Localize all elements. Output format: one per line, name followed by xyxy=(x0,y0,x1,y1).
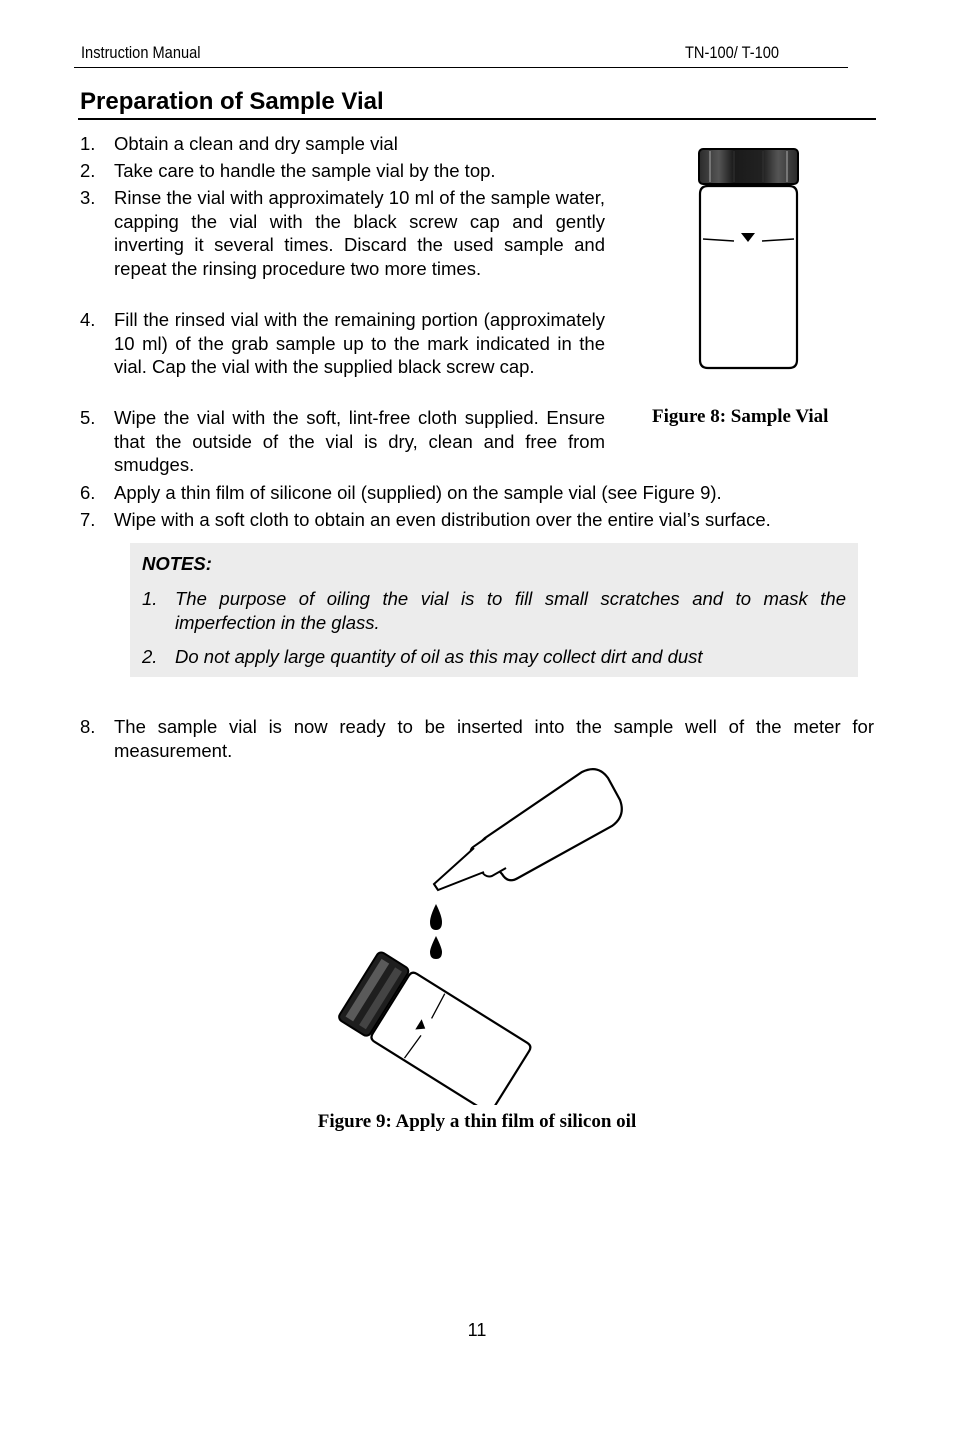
oil-bottle xyxy=(434,769,622,890)
step-number: 7. xyxy=(80,509,96,530)
step-number: 6. xyxy=(80,482,96,503)
step-number: 3. xyxy=(80,187,96,208)
note-text: The purpose of oiling the vial is to fill small scratches and to mask the imperfection in the glass. xyxy=(175,588,846,633)
step-text: The sample vial is now ready to be inserted into the sample well of the meter for measurement. xyxy=(114,716,874,761)
step-number: 2. xyxy=(80,160,96,181)
note-number: 2. xyxy=(142,646,158,667)
page-header xyxy=(74,40,848,68)
step-number: 5. xyxy=(80,407,96,428)
title-underline xyxy=(78,118,876,120)
sample-vial-illustration xyxy=(690,146,806,374)
step-text: Wipe the vial with the soft, lint-free cloth supplied. Ensure that the outside of the vial is dry, clean and free from smudges. xyxy=(114,407,605,475)
step-text: Apply a thin film of silicone oil (supplied) on the sample vial (see Figure 9). xyxy=(114,482,722,503)
header-manual-title: Instruction Manual xyxy=(81,43,201,62)
step-text: Take care to handle the sample vial by the top. xyxy=(114,160,496,181)
oil-drop-icon xyxy=(430,904,442,930)
step-text: Fill the rinsed vial with the remaining portion (approximately 10 ml) of the grab sample up to the mark indicated in the vial. Cap the vial with the supplied black screw cap. xyxy=(114,309,605,377)
step-text: Rinse the vial with approximately 10 ml of the sample water, capping the vial with the black screw cap and gently inverting it several times. Discard the used sample and repeat the rinsing procedure two more times. xyxy=(114,187,605,279)
notes-box xyxy=(130,543,858,677)
tilted-sample-vial xyxy=(337,951,532,1105)
figure-8-caption: Figure 8: Sample Vial xyxy=(652,406,829,427)
page-number: 11 xyxy=(467,1320,487,1340)
section-title: Preparation of Sample Vial xyxy=(80,88,384,115)
figure-9-caption: Figure 9: Apply a thin film of silicon oil xyxy=(317,1111,637,1132)
step-number: 1. xyxy=(80,133,96,154)
note-number: 1. xyxy=(142,588,158,609)
step-number: 4. xyxy=(80,309,96,330)
notes-title: NOTES: xyxy=(142,553,212,574)
header-model-name: TN-100/ T-100 xyxy=(685,43,779,62)
step-text: Wipe with a soft cloth to obtain an even distribution over the entire vial’s surface. xyxy=(114,509,771,530)
oil-application-illustration xyxy=(320,760,640,1105)
step-number: 8. xyxy=(80,716,96,737)
note-text: Do not apply large quantity of oil as this may collect dirt and dust xyxy=(175,646,703,667)
step-text: Obtain a clean and dry sample vial xyxy=(114,133,398,154)
oil-drop-icon xyxy=(430,936,442,959)
